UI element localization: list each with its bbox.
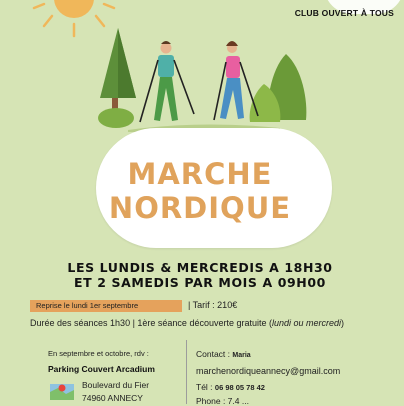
rdv-period: En septembre et octobre, rdv : <box>48 349 149 358</box>
contact-email[interactable]: marchenordiqueannecy@gmail.com <box>196 366 341 376</box>
reprise-text: Reprise le lundi 1er septembre <box>36 301 139 310</box>
bush-left-icon <box>98 108 134 128</box>
walker-man-icon <box>140 41 194 122</box>
contact-line: Contact : Maria <box>196 349 251 359</box>
sun-icon <box>34 0 114 36</box>
contact-phone2: Phone : 7.4 ... <box>196 396 249 406</box>
schedule-line1: LES LUNDIS & MERCREDIS A 18H30 <box>67 260 333 275</box>
rdv-address1: Boulevard du Fier <box>82 380 150 390</box>
divider <box>186 340 187 404</box>
tarif-text: | Tarif : 210€ <box>188 300 238 310</box>
duree-text: Durée des séances 1h30 | 1ère séance découverte gratuite (lundi ou mercredi) <box>30 318 345 328</box>
page-title-line2: NORDIQUE <box>108 191 292 225</box>
rdv-place: Parking Couvert Arcadium <box>48 364 155 374</box>
page-title-line1: MARCHE <box>127 157 273 191</box>
illustration <box>0 0 400 140</box>
map-icon <box>50 382 74 400</box>
club-tagline: CLUB OUVERT À TOUS <box>294 8 394 18</box>
tree-right-icon <box>250 54 307 122</box>
contact-tel[interactable]: Tél : 06 98 05 78 42 <box>196 382 265 392</box>
schedule-line2: ET 2 SAMEDIS PAR MOIS A 09H00 <box>74 275 326 290</box>
tree-left-icon <box>100 28 136 110</box>
rdv-address2: 74960 ANNECY <box>82 393 143 403</box>
